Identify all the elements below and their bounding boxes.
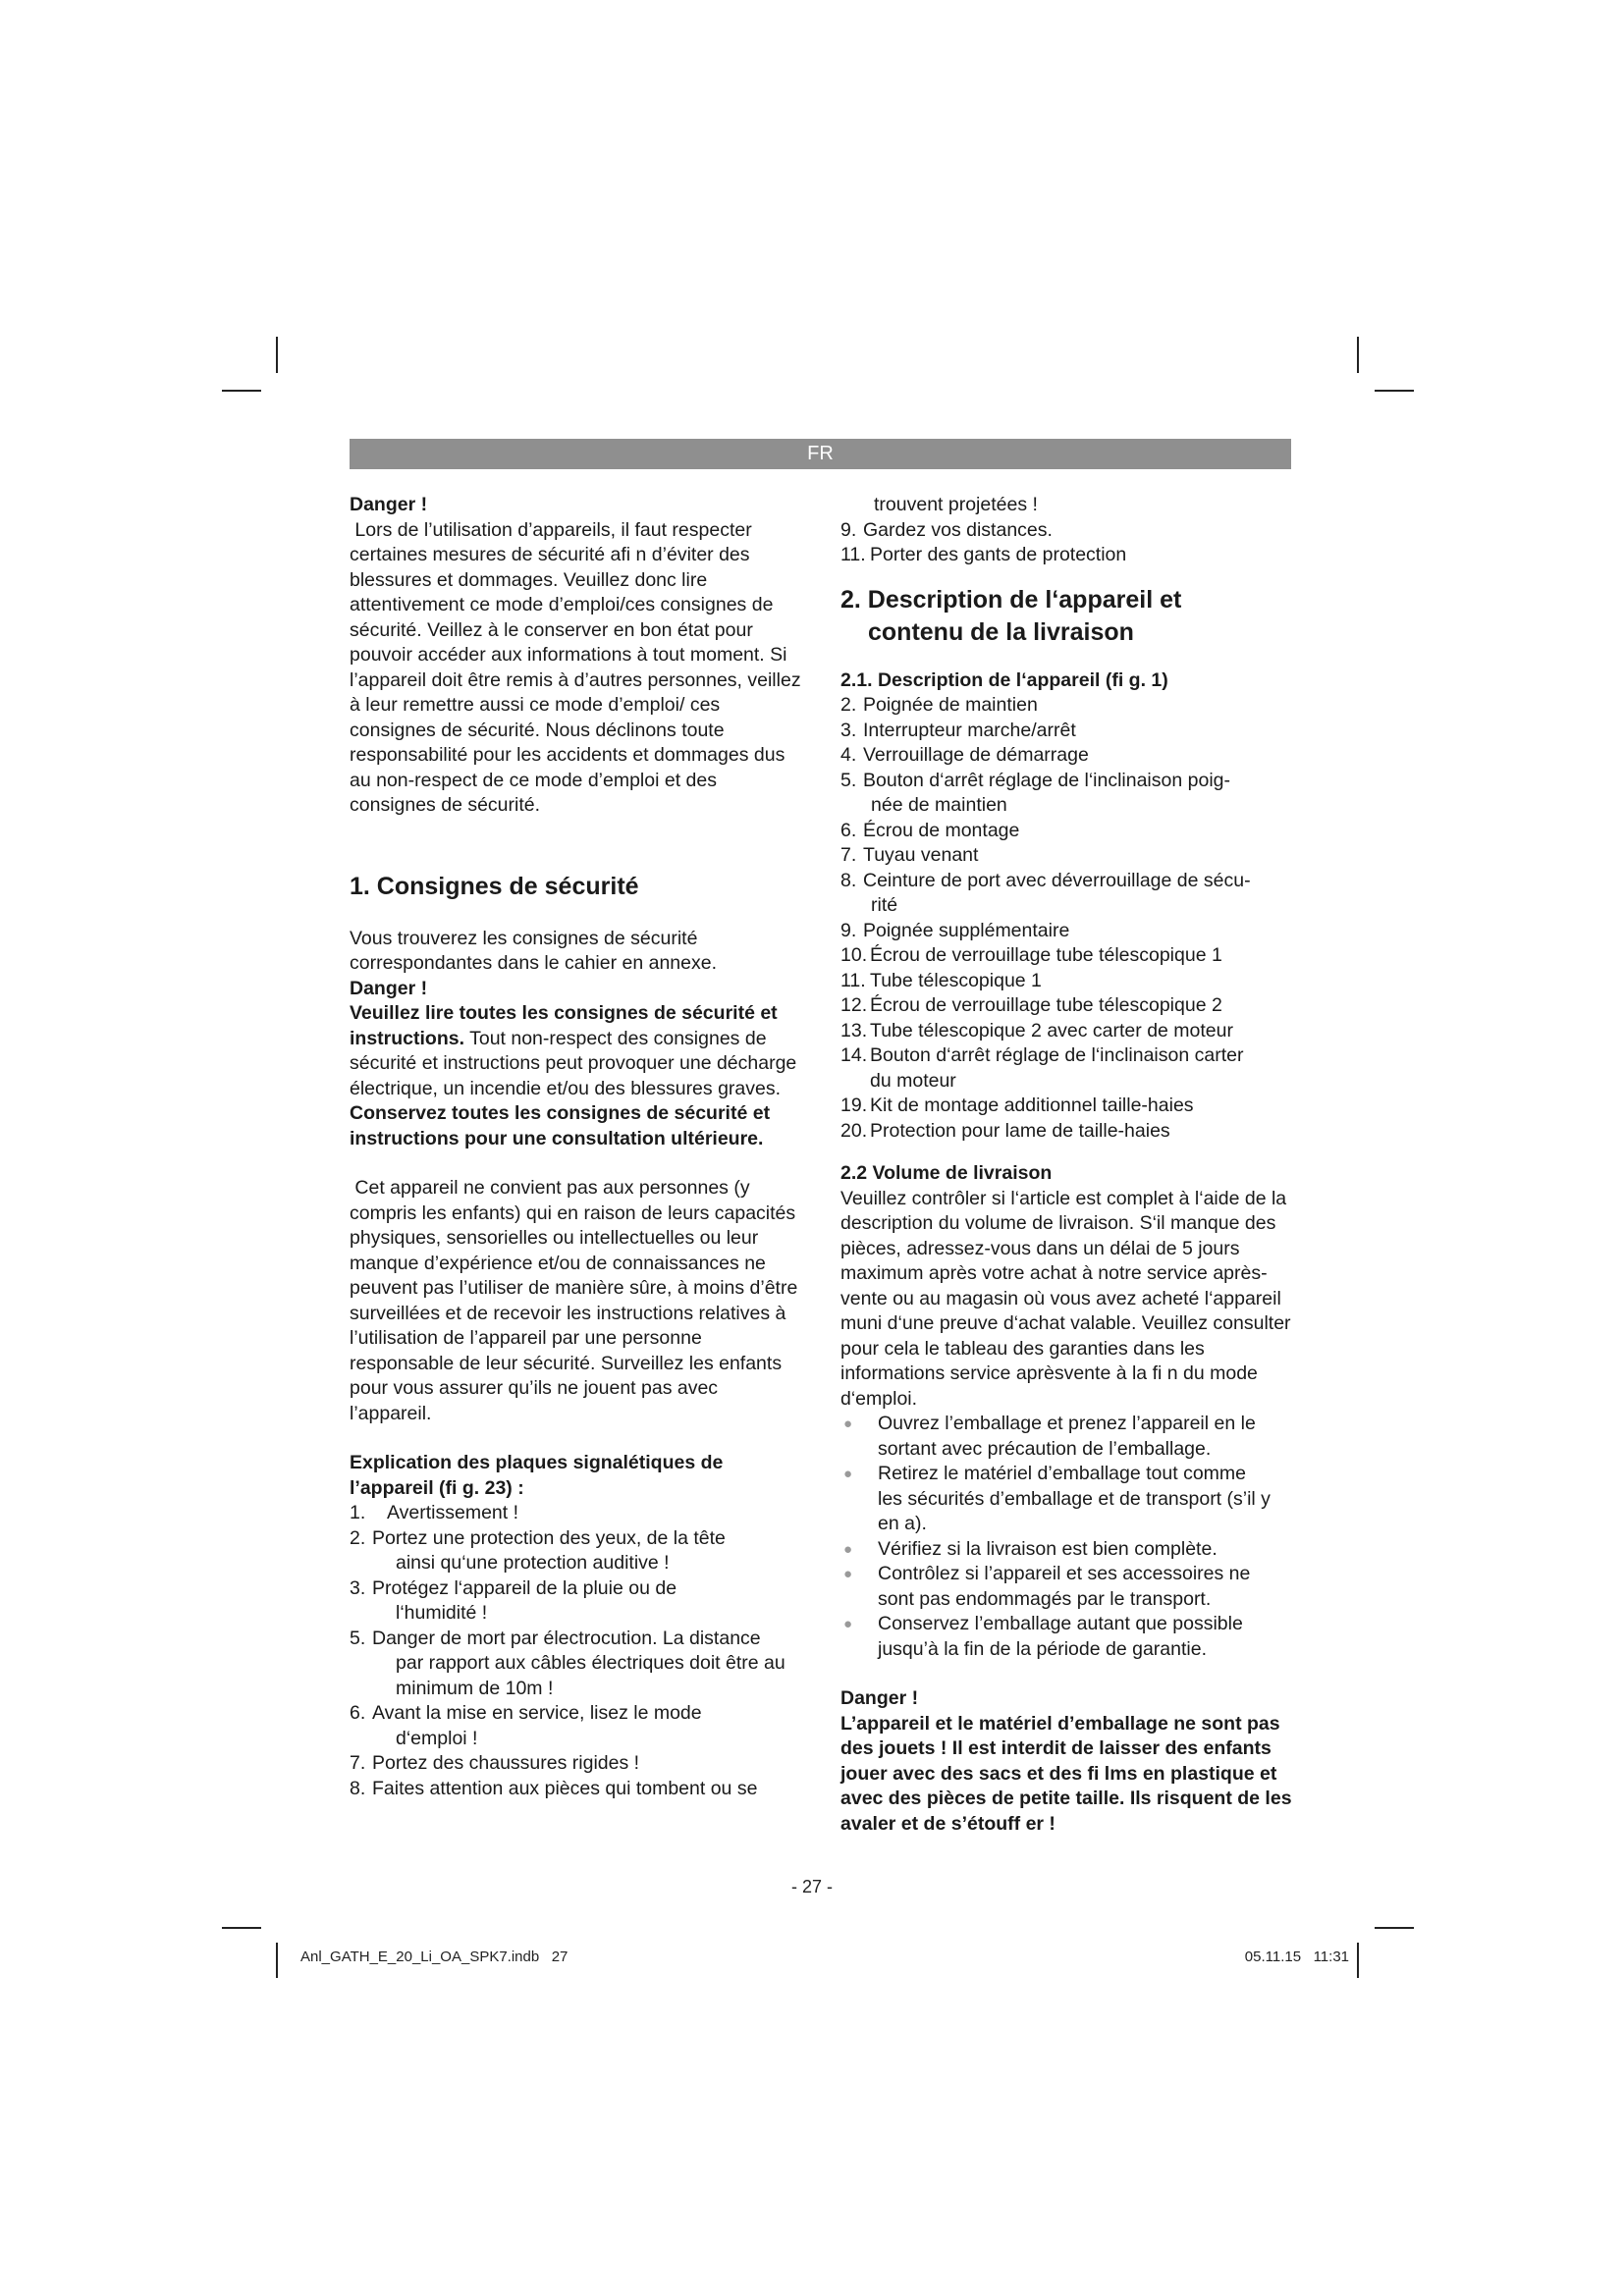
language-header-bar — [350, 439, 1291, 469]
crop-mark-bottom-right-vertical — [1357, 1943, 1359, 1978]
list-item: 1. Avertissement ! — [350, 1502, 519, 1523]
bullet-icon: ● — [843, 1540, 853, 1558]
list-item: 3. Interrupteur marche/arrêt — [840, 719, 1076, 741]
print-slug-filename: Anl_GATH_E_20_Li_OA_SPK7.indb 27 — [300, 1949, 568, 1965]
plates-list — [350, 1501, 803, 1801]
list-item: 7. Tuyau venant — [840, 844, 979, 866]
section-1-intro: Vous trouverez les consignes de sécurité correspondantes dans le cahier en annexe. — [350, 927, 718, 974]
list-item: ● Vérifiez si la livraison est bien complète. — [840, 1537, 1294, 1563]
list-item: 8. Faites attention aux pièces qui tombent ou se — [350, 1777, 758, 1799]
bullet-icon: ● — [843, 1616, 853, 1632]
list-item: 5. Bouton d‘arrêt réglage de l‘inclinaison poig- née de maintien — [840, 769, 1230, 816]
subsection-2-1-title: 2.1. Description de l‘appareil (fi g. 1) — [840, 668, 1168, 691]
list-item: ● Contrôlez si l’appareil et ses accessoires ne sont pas endommagés par le transport. — [843, 1563, 1251, 1610]
crop-mark-bottom-left-vertical — [276, 1943, 278, 1978]
list-item: 11. Tube télescopique 1 — [840, 969, 1042, 991]
danger-heading: Danger ! — [350, 494, 428, 515]
list-item: 9. Poignée supplémentaire — [840, 919, 1070, 941]
list-item: ● Retirez le matériel d’emballage tout comme les sécurités d’emballage et de transport (s’il y en a). — [843, 1463, 1271, 1534]
list-item: 14. Bouton d‘arrêt réglage de l‘inclinaison carter du moteur — [840, 1044, 1244, 1092]
page-number: - 27 - — [790, 1877, 833, 1896]
subsection-2-2-title: 2.2 Volume de livraison — [840, 1162, 1053, 1184]
section-1-title: 1. Consignes de sécurité — [350, 872, 639, 900]
danger-2-paragraph: Veuillez lire toutes les consignes de sécurité et instructions. Tout non-respect des consignes de sécurité et instructions peut provoquer une décharge électrique, un incendie et/ou des blessures graves. — [350, 1002, 797, 1099]
list-item: 5. Danger de mort par électrocution. La distance par rapport aux câbles électriques doit être au minimum de 10m ! — [350, 1627, 785, 1699]
crop-mark-bottom-left-horizontal — [222, 1927, 261, 1929]
packaging-warning: L’appareil et le matériel d’emballage ne sont pas des jouets ! Il est interdit de laisser des enfants jouer avec des sacs et des fi lms en plastique et avec des pièces de petite taille. Ils risquent de les avaler et de s’étouff er ! — [840, 1712, 1292, 1835]
list-item: ● Conservez l’emballage autant que possible jusqu’à la fin de la période de garantie. — [843, 1613, 1243, 1660]
danger-heading-2: Danger ! — [350, 977, 428, 999]
list-item: 13. Tube télescopique 2 avec carter de moteur — [840, 1019, 1233, 1041]
crop-mark-bottom-right-horizontal — [1375, 1927, 1414, 1929]
list-item: ● Ouvrez l’emballage et prenez l’appareil en le sortant avec précaution de l’emballage. — [843, 1413, 1256, 1460]
danger-heading-3: Danger ! — [840, 1687, 919, 1709]
bullet-icon: ● — [843, 1566, 853, 1582]
list-item: 12. Écrou de verrouillage tube télescopique 2 — [840, 994, 1222, 1016]
danger-paragraph: Lors de l’utilisation d’appareils, il faut respecter certaines mesures de sécurité afi n d’éviter des blessures et dommages. Veuillez donc lire attentivement ce mode d’emploi/ces consignes de sécurité. Veillez à le conserver en bon état pour pouvoir accéder aux informations à tout moment. Si l’appareil doit être remis à d’autres personnes, veillez à leur remettre aussi ce mode d’emploi/ ces consignes de sécurité. Nous déclinons toute responsabilité pour les accidents et dommages dus au non-respect de ce mode d’emploi et des consignes de sécurité. — [350, 518, 801, 816]
list-item: 10. Écrou de verrouillage tube télescopique 1 — [840, 944, 1222, 966]
plates-list-continued — [840, 518, 1294, 568]
list-item: 2. Poignée de maintien — [840, 694, 1038, 716]
keep-instructions-notice: Conservez toutes les consignes de sécurité et instructions pour une consultation ultérieure. — [350, 1102, 771, 1149]
crop-mark-top-right-vertical — [1357, 337, 1359, 373]
right-column — [840, 493, 1294, 1837]
list-item: 3. Protégez l‘appareil de la pluie ou de l‘humidité ! — [350, 1576, 677, 1624]
list-item: 6. Avant la mise en service, lisez le mode d‘emploi ! — [350, 1702, 702, 1749]
list-item: 2. Portez une protection des yeux, de la tête ainsi qu‘une protection auditive ! — [350, 1526, 726, 1574]
section-2-title: 2. Description de l‘appareil et contenu de la livraison — [840, 585, 1182, 646]
list-item: 4. Verrouillage de démarrage — [840, 744, 1089, 766]
crop-mark-top-left-vertical — [276, 337, 278, 373]
bullet-icon: ● — [843, 1415, 853, 1432]
list-item: 9. Gardez vos distances. — [840, 518, 1053, 541]
device-description-list — [840, 693, 1294, 1144]
list-item: 19. Kit de montage additionnel taille-haies — [840, 1095, 1194, 1116]
delivery-paragraph: Veuillez contrôler si l‘article est complet à l‘aide de la description du volume de livraison. S‘il manque des pièces, adressez-vous dans un délai de 5 jours maximum après votre achat à notre service après-vente ou au magasin où vous avez acheté l‘appareil muni d‘une preuve d‘achat valable. Veuillez consulter pour cela le tableau des garanties dans les informations service aprèsvente à la fi n du mode d‘emploi. — [840, 1187, 1291, 1410]
list-item: 6. Écrou de montage — [840, 819, 1020, 841]
list-item: 20. Protection pour lame de taille-haies — [840, 1119, 1170, 1142]
plates-heading: Explication des plaques signalétiques de l’appareil (fi g. 23) : — [350, 1452, 724, 1499]
bullet-icon: ● — [843, 1466, 853, 1482]
language-label: FR — [807, 443, 834, 464]
children-warning-paragraph: Cet appareil ne convient pas aux personnes (y compris les enfants) qui en raison de leurs capacités physiques, sensorielles ou intellectuelles ou leur manque d’expérience et/ou de connaissances ne peuvent pas l’utiliser de manière sûre, à moins d’être surveillées et de recevoir les instructions relatives à l’utilisation de l’appareil par une personne responsable de leur sécurité. Surveillez les enfants pour vous assurer qu’ils ne jouent pas avec l’appareil. — [350, 1177, 798, 1424]
list-item: 8. Ceinture de port avec déverrouillage de sécu- rité — [840, 869, 1251, 916]
delivery-checklist — [840, 1412, 1294, 1662]
crop-mark-top-right-horizontal — [1375, 390, 1414, 392]
print-slug-timestamp: 05.11.15 11:31 — [1244, 1949, 1349, 1965]
list-item: 11. Porter des gants de protection — [840, 544, 1127, 565]
left-column — [350, 493, 803, 1801]
list-item: 7. Portez des chaussures rigides ! — [350, 1752, 640, 1774]
crop-mark-top-left-horizontal — [222, 390, 261, 392]
plates-list-continuation: trouvent projetées ! — [874, 494, 1038, 515]
